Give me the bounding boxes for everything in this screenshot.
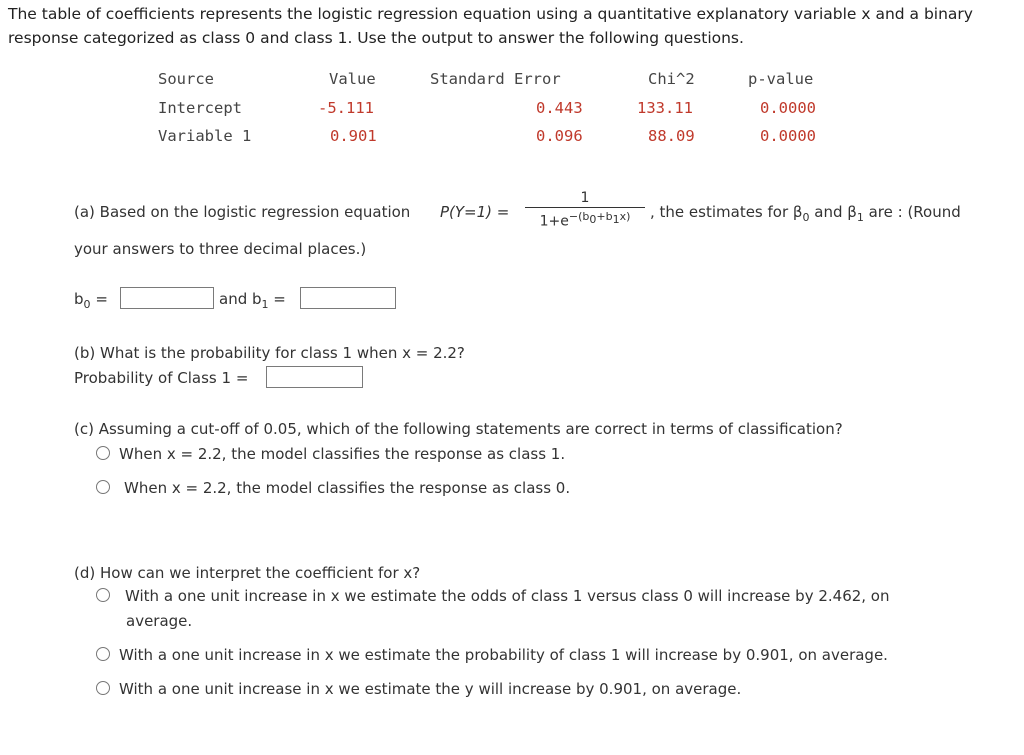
header-p-value: p-value xyxy=(748,70,814,88)
b1-label-text: and b xyxy=(219,290,262,308)
part-c-option-2-radio[interactable] xyxy=(96,480,110,494)
part-d-question: (d) How can we interpret the coefficient for x? xyxy=(74,564,421,582)
header-source: Source xyxy=(158,70,214,88)
part-d-option-1-label-cont[interactable]: average. xyxy=(126,612,193,630)
part-a-and-text: and β xyxy=(814,203,857,221)
row-var1-p: 0.0000 xyxy=(760,127,816,145)
row-intercept-value: -5.111 xyxy=(318,99,374,117)
b1-input[interactable] xyxy=(300,287,396,309)
row-intercept-se: 0.443 xyxy=(536,99,583,117)
logistic-fraction xyxy=(525,190,645,230)
part-a-prefix: (a) Based on the logistic regression equation xyxy=(74,203,411,221)
part-a-after: , the estimates for $\beta_0$ and $\beta_1$ are : (Round xyxy=(650,203,961,224)
b0-label: $b_0$ = xyxy=(74,290,108,311)
probability-class1-input[interactable] xyxy=(266,366,363,388)
row-var1-value: 0.901 xyxy=(330,127,377,145)
header-chi2: Chi^2 xyxy=(648,70,695,88)
b0-input[interactable] xyxy=(120,287,214,309)
part-d-option-2-label[interactable]: With a one unit increase in x we estimate the probability of class 1 will increase by 0.901, on average. xyxy=(119,646,888,664)
intro-text: The table of coefficients represents the logistic regression equation using a quantitative explanatory variable x and a binary response categorized as class 0 and class 1. Use the output to answer the following questions. xyxy=(8,5,973,47)
part-a-line2: your answers to three decimal places.) xyxy=(74,240,367,258)
coefficients-table xyxy=(0,70,1024,150)
fraction-denominator: $1+e^{-(b_0+b_1x)}$ xyxy=(525,207,645,230)
part-c-option-1-label[interactable]: When x = 2.2, the model classifies the response as class 1. xyxy=(119,445,566,463)
part-a-tail-text: are : (Round xyxy=(868,203,961,221)
b0-label-text: b xyxy=(74,290,84,308)
row-var1-source: Variable 1 xyxy=(158,127,252,145)
fraction-numerator: 1 xyxy=(580,190,590,206)
part-c-option-2-label[interactable]: When x = 2.2, the model classifies the response as class 0. xyxy=(124,479,571,497)
part-b-question: (b) What is the probability for class 1 when x = 2.2? xyxy=(74,344,465,362)
b1-label: and $b_1$ = xyxy=(219,290,286,311)
denominator-base: 1+e xyxy=(539,213,569,230)
part-d-option-1-label[interactable]: With a one unit increase in x we estimate the odds of class 1 versus class 0 will increase by 2.462, on xyxy=(125,587,890,605)
row-intercept-p: 0.0000 xyxy=(760,99,816,117)
denominator-exponent: −(b xyxy=(568,210,590,223)
b1-eq: = xyxy=(273,290,286,308)
row-intercept-chi2: 133.11 xyxy=(637,99,693,117)
header-standard-error: Standard Error xyxy=(430,70,561,88)
part-d-option-3-label[interactable]: With a one unit increase in x we estimate the y will increase by 0.901, on average. xyxy=(119,680,742,698)
part-a-after-text: , the estimates for β xyxy=(650,203,803,221)
b0-eq: = xyxy=(95,290,108,308)
header-value: Value xyxy=(329,70,376,88)
part-c-option-1-radio[interactable] xyxy=(96,446,110,460)
row-var1-chi2: 88.09 xyxy=(648,127,695,145)
part-d-option-2-radio[interactable] xyxy=(96,647,110,661)
row-var1-se: 0.096 xyxy=(536,127,583,145)
part-c-question: (c) Assuming a cut-off of 0.05, which of the following statements are correct in terms of classification? xyxy=(74,420,843,438)
row-intercept-source: Intercept xyxy=(158,99,242,117)
part-d-option-3-radio[interactable] xyxy=(96,681,110,695)
part-a-p-expr: P(Y=1) = xyxy=(440,203,510,221)
part-b-label: Probability of Class 1 = xyxy=(74,369,249,387)
part-d-option-1-radio[interactable] xyxy=(96,588,110,602)
